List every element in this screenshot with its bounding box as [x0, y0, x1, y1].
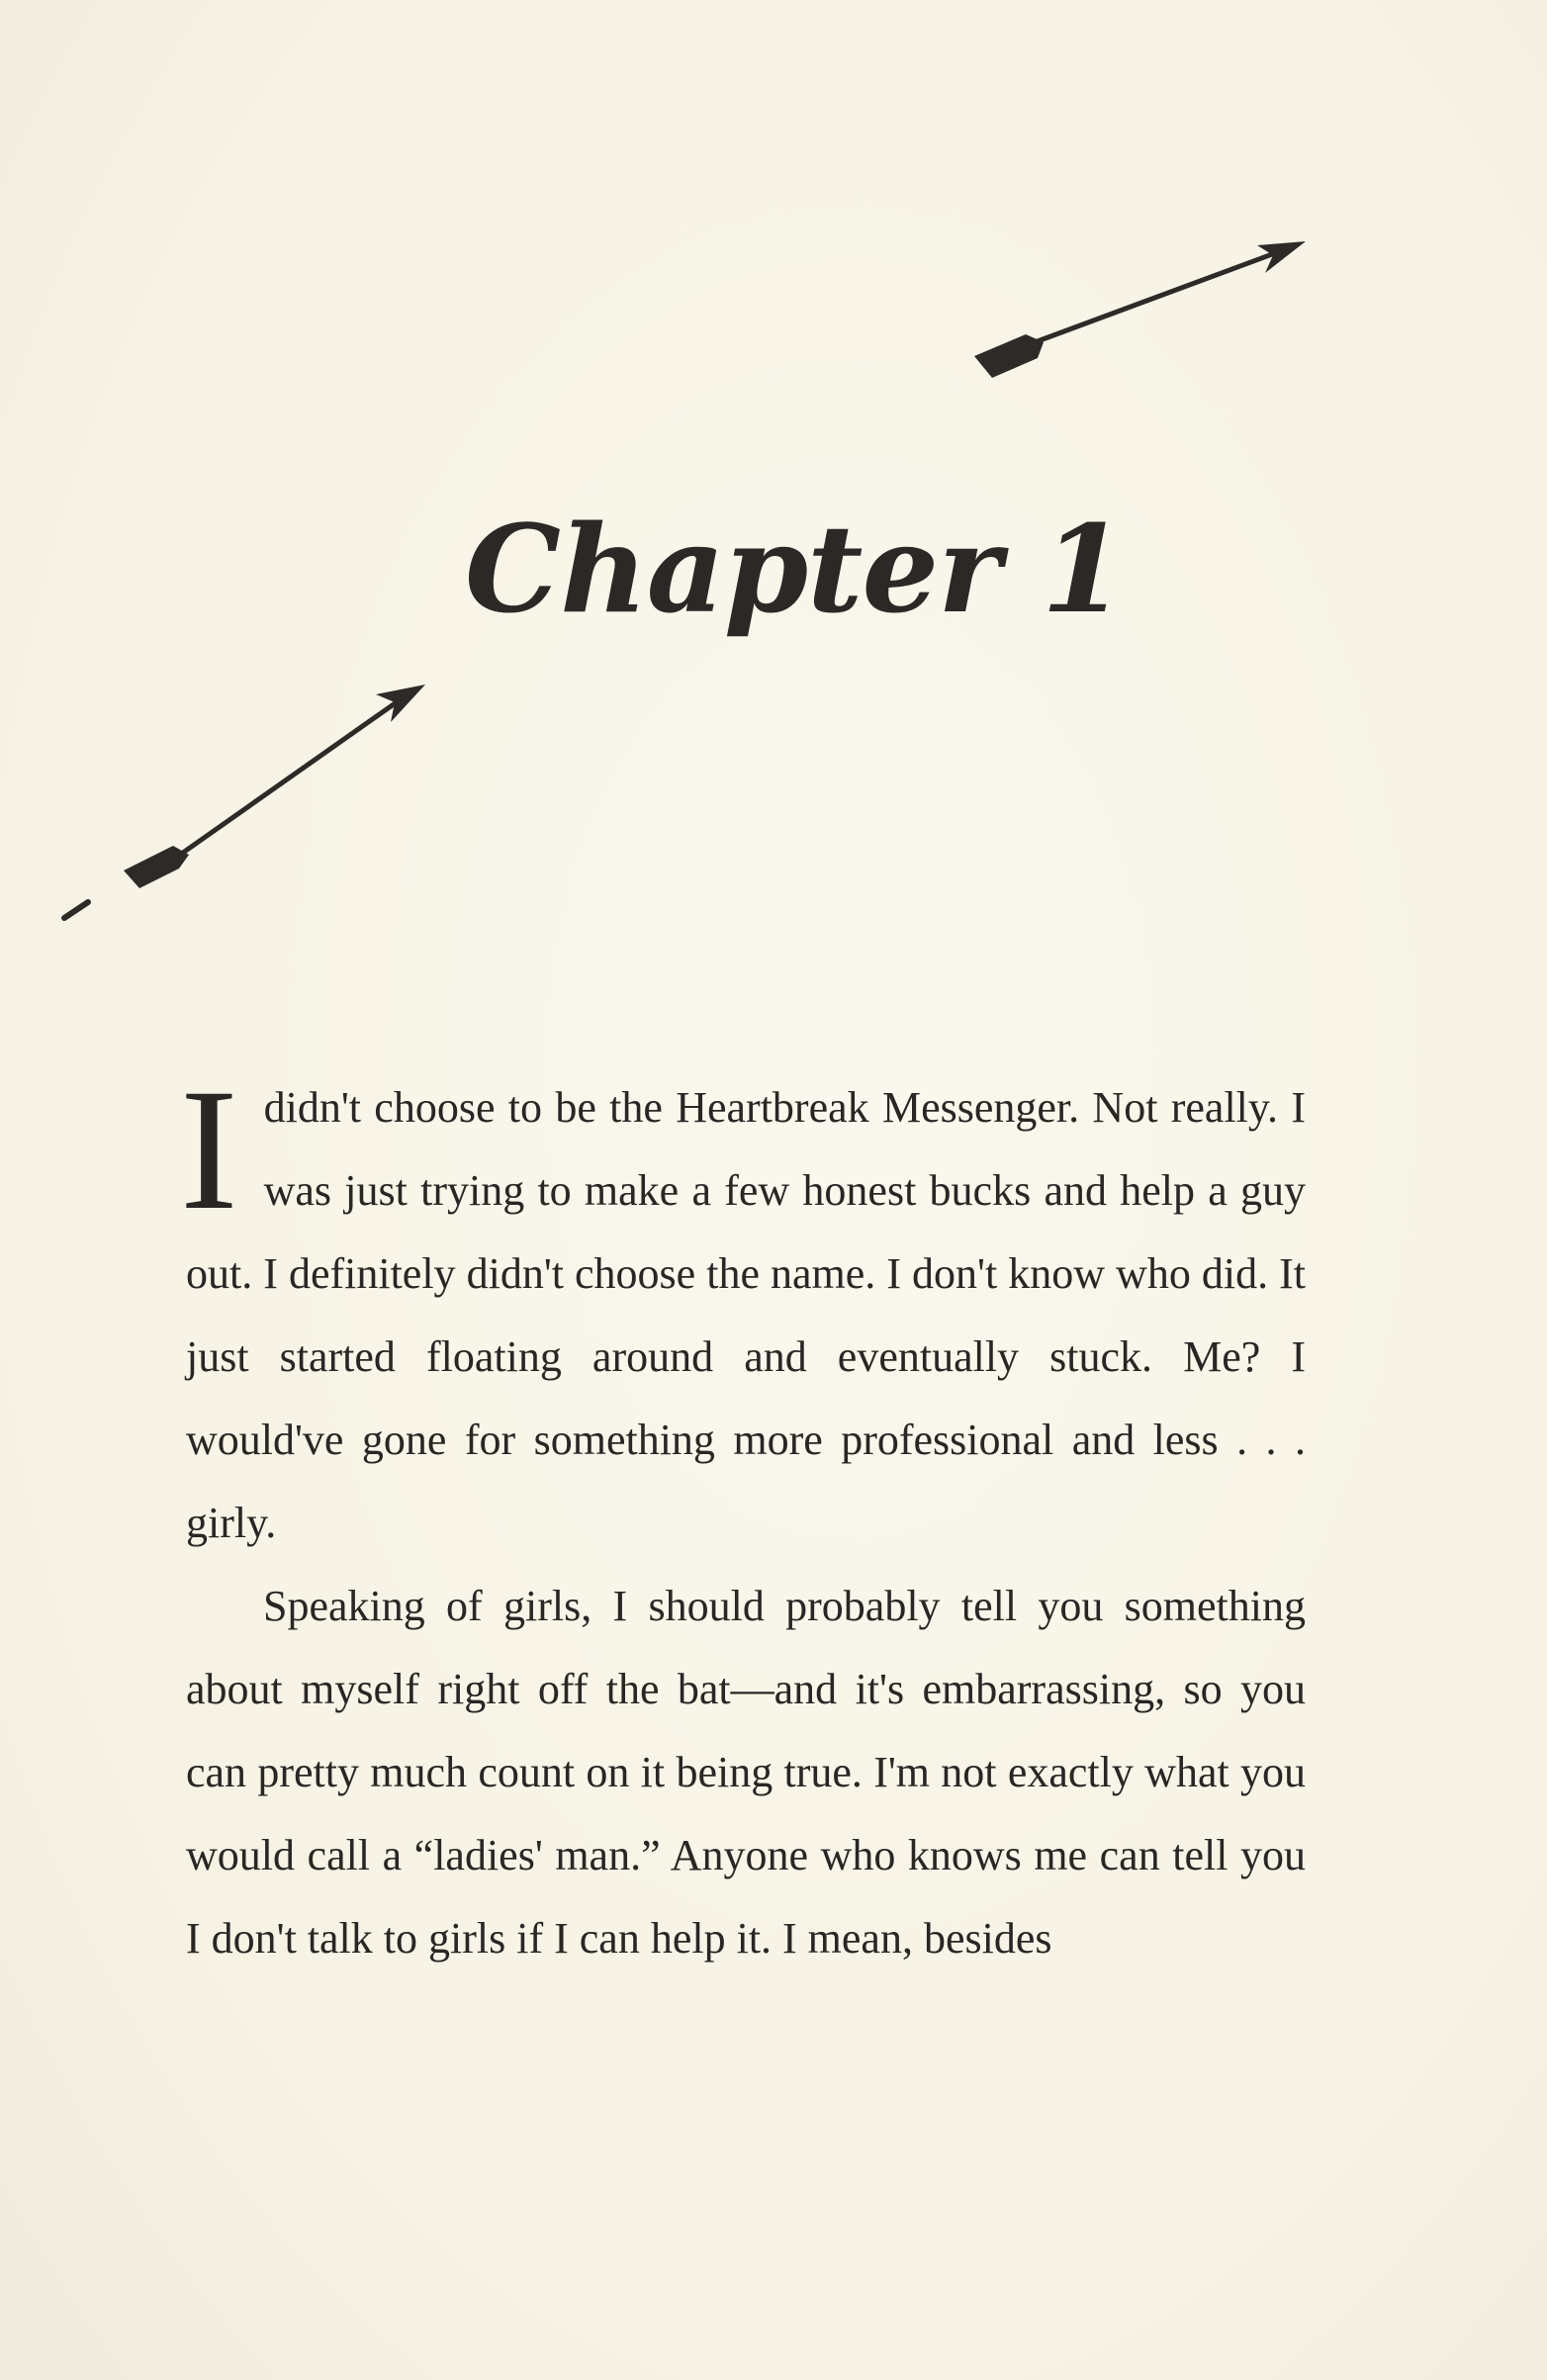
paragraph: [186, 1565, 1306, 1980]
paragraph-text: didn't choose to be the Heartbreak Messenger. Not really. I was just trying to make a few honest bucks and help a guy out. I definitely didn't choose the name. I don't know who did. It just started floating around and eventually stuck. Me? I would've gone for something more professional and less . . . girly.: [186, 1083, 1306, 1547]
paragraph: [180, 1053, 1306, 1565]
arrow-icon: [964, 228, 1320, 396]
arrow-icon: [54, 673, 440, 930]
chapter-body: [180, 1053, 1306, 1980]
paragraph-text: Speaking of girls, I should probably tell you something about myself right off the bat—and it's embarrassing, so you can pretty much count on it being true. I'm not exactly what you would call a “ladies' man.” Anyone who knows me can tell you I don't talk to girls if I can help it. I mean, besides: [186, 1582, 1306, 1963]
chapter-title: Chapter 1: [465, 498, 1125, 640]
drop-cap: I: [180, 1053, 238, 1246]
